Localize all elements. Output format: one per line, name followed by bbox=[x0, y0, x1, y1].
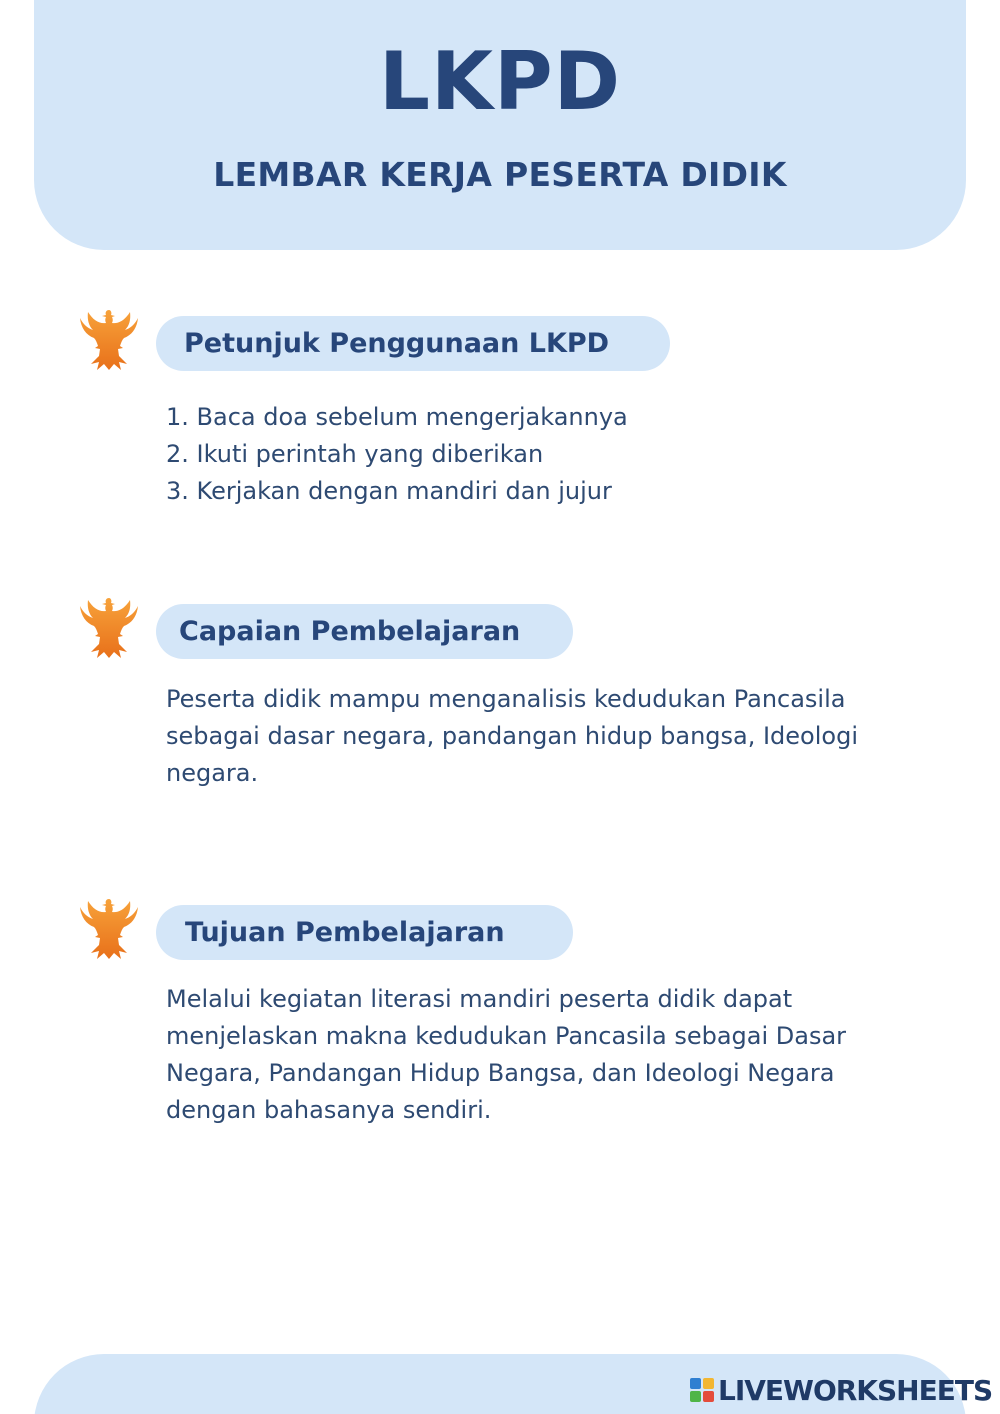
list-item: 2. Ikuti perintah yang diberikan bbox=[166, 440, 544, 468]
garuda-emblem-icon bbox=[76, 306, 142, 374]
instruction-list bbox=[166, 399, 906, 510]
garuda-emblem-icon bbox=[76, 594, 142, 662]
garuda-emblem-icon bbox=[76, 895, 142, 963]
liveworksheets-logo-icon bbox=[690, 1378, 714, 1402]
section-heading: Tujuan Pembelajaran bbox=[185, 917, 505, 948]
section-heading-pill bbox=[156, 604, 573, 659]
page-subtitle: LEMBAR KERJA PESERTA DIDIK bbox=[213, 155, 787, 194]
page-title: LKPD bbox=[378, 35, 621, 128]
section-paragraph: Melalui kegiatan literasi mandiri peserta didik dapat menjelaskan makna kedudukan Pancasila sebagai Dasar Negara, Pandangan Hidup Bangsa, dan Ideologi Negara dengan bahasanya sendiri. bbox=[166, 985, 847, 1124]
section-paragraph: Peserta didik mampu menganalisis kedudukan Pancasila sebagai dasar negara, pandangan hidup bangsa, Ideologi negara. bbox=[166, 685, 858, 787]
list-item: 1. Baca doa sebelum mengerjakannya bbox=[166, 403, 628, 431]
brand-name: LIVEWORKSHEETS bbox=[718, 1373, 993, 1407]
section-heading-pill bbox=[156, 316, 670, 371]
liveworksheets-brand[interactable] bbox=[690, 1372, 992, 1408]
section-heading-pill bbox=[156, 905, 573, 960]
section-heading: Capaian Pembelajaran bbox=[179, 616, 521, 647]
section-heading: Petunjuk Penggunaan LKPD bbox=[184, 328, 610, 359]
list-item: 3. Kerjakan dengan mandiri dan jujur bbox=[166, 477, 612, 505]
